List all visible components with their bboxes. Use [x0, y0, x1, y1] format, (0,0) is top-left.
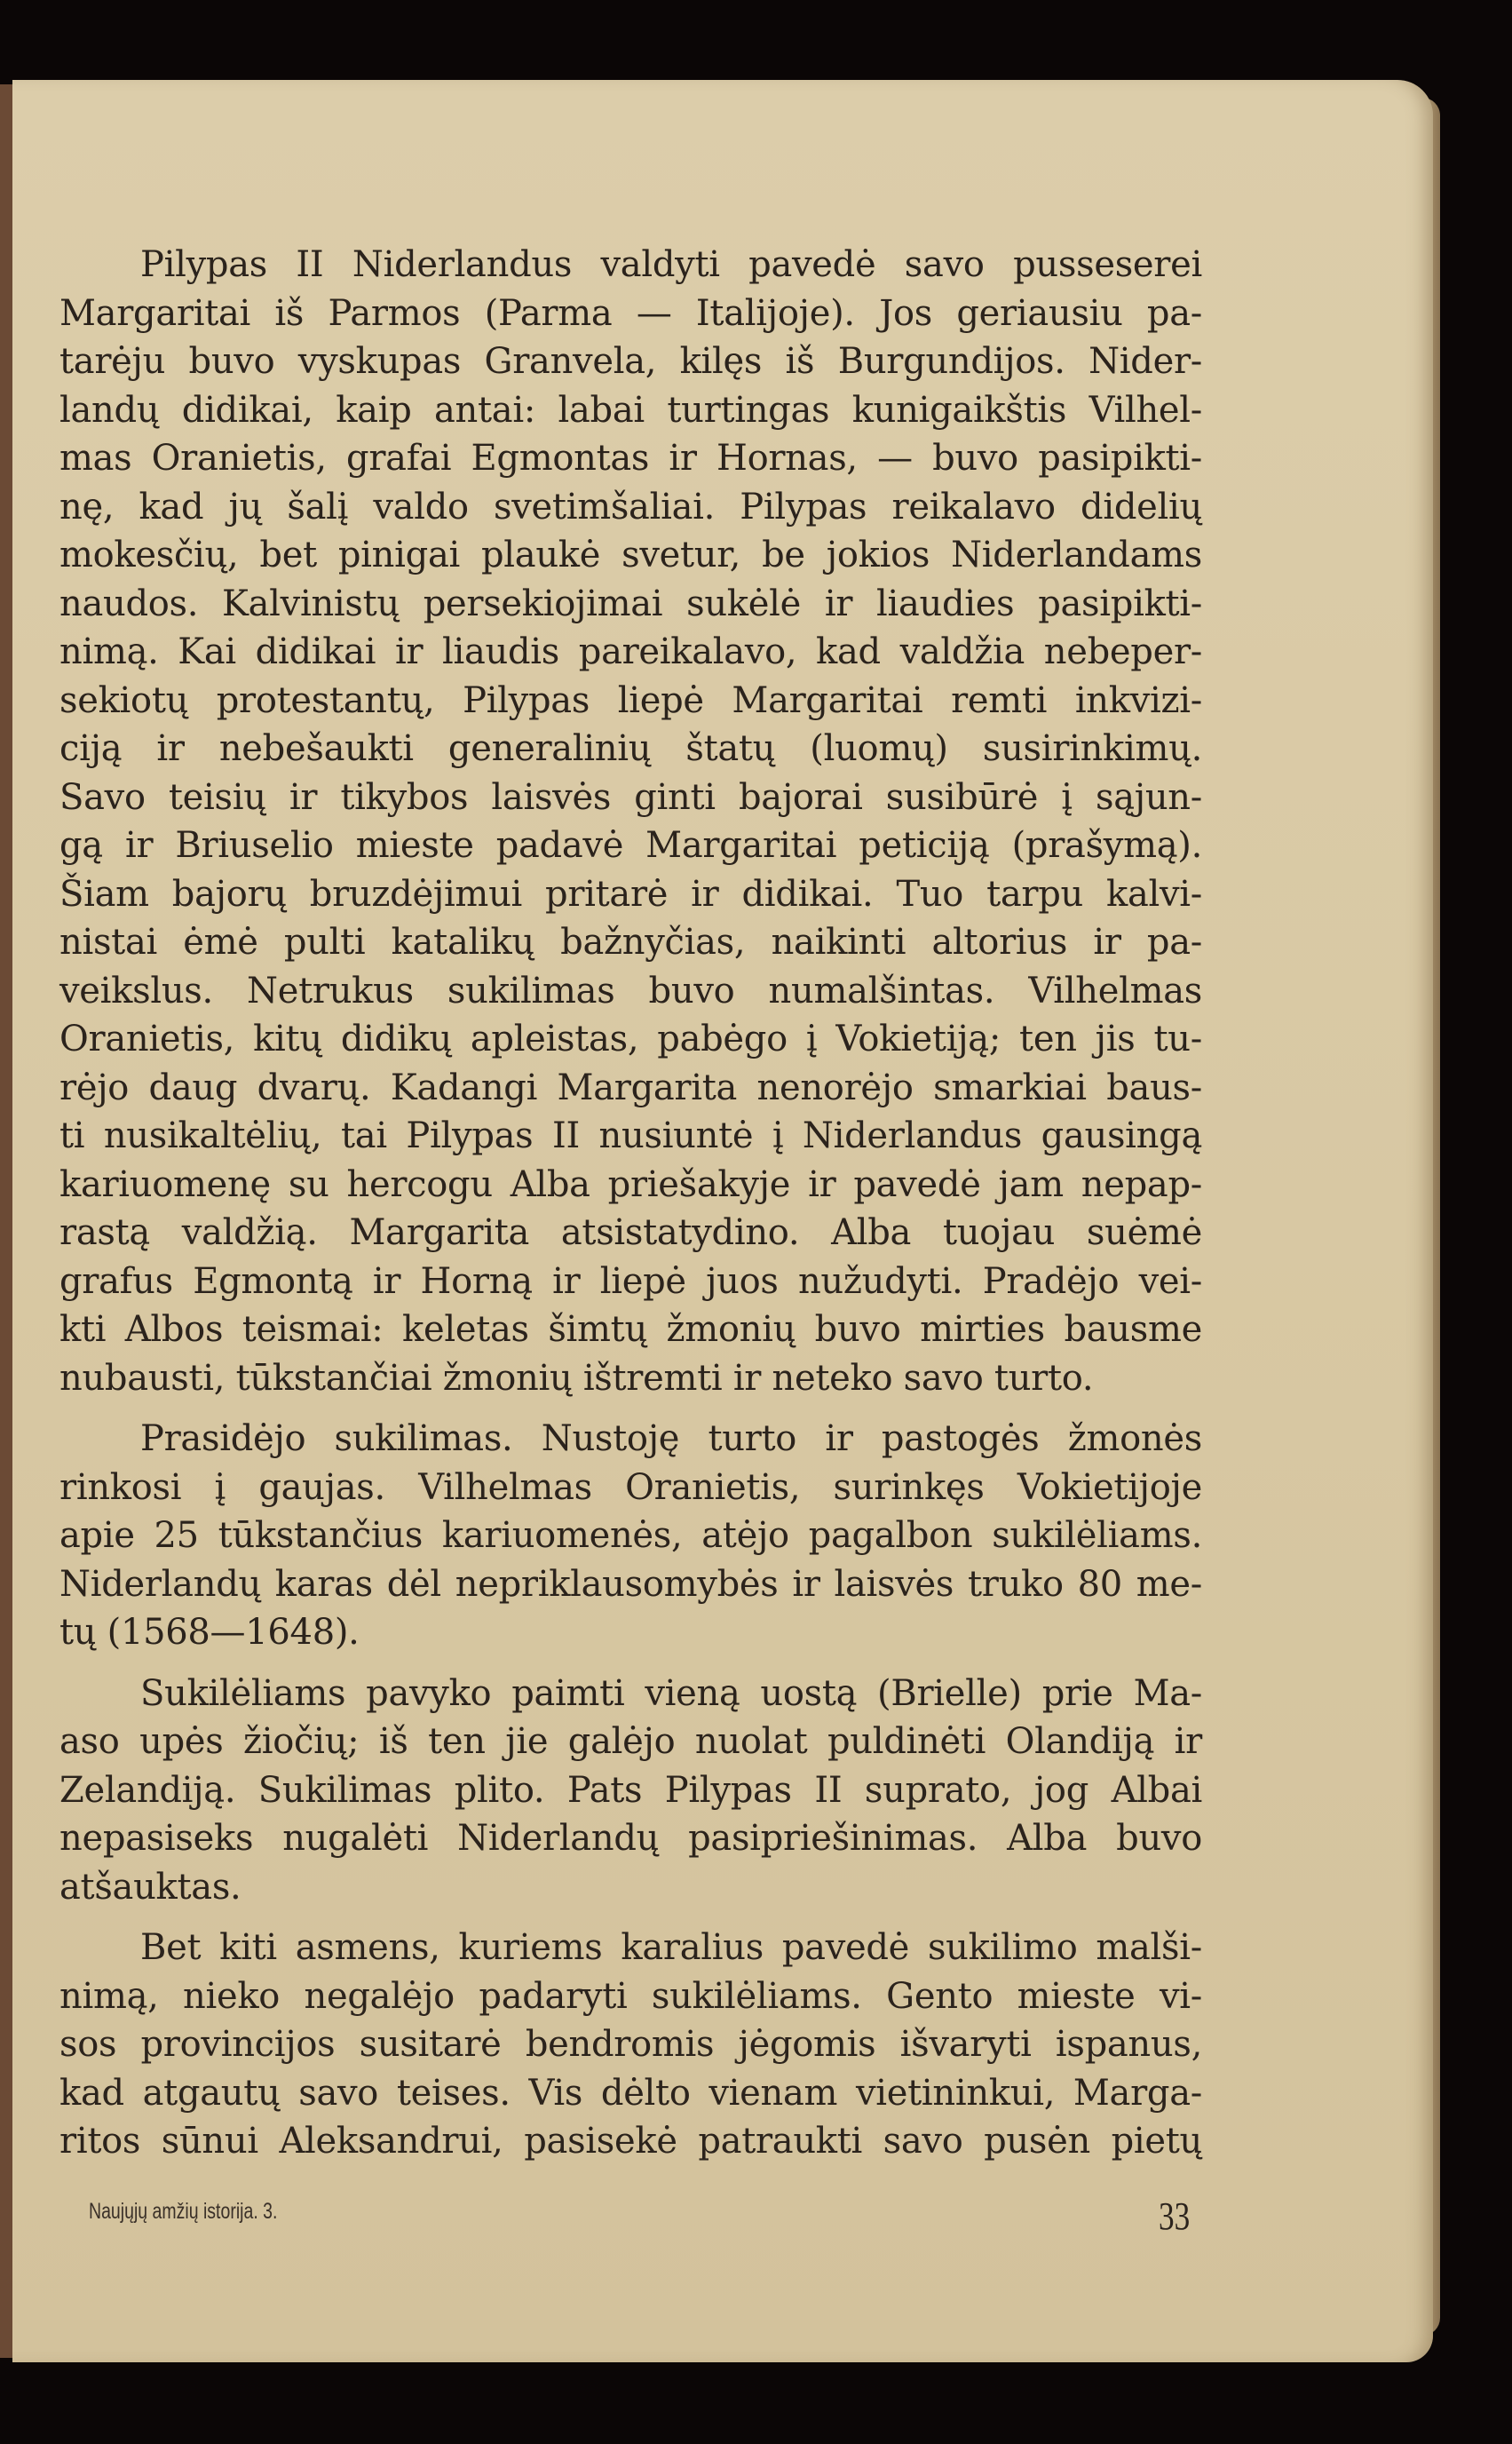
text-line: kti Albos teismai: keletas šimtų žmonių buvo mirties bausme [59, 1309, 1202, 1350]
text-line: sekiotų protestantų, Pilypas liepė Margaritai remti inkvizi- [59, 679, 1202, 721]
text-line: tų (1568—1648). [59, 1612, 360, 1653]
text-line: nimą. Kai didikai ir liaudis pareikalavo, kad valdžia nebeper- [59, 631, 1202, 672]
text-line: kad atgautų savo teises. Vis dėlto vienam vietininkui, Marga- [59, 2072, 1202, 2114]
text-line: sos provincijos susitarė bendromis jėgomis išvaryti ispanus, [59, 2024, 1202, 2065]
text-line: aso upės žiočių; iš ten jie galėjo nuolat puldinėti Olandiją ir [59, 1721, 1202, 1762]
text-line: Margaritai iš Parmos (Parma — Italijoje). Jos geriausiu pa- [59, 292, 1202, 334]
text-line: ciją ir nebešaukti generalinių štatų (luomų) susirinkimų. [59, 728, 1202, 769]
text-line: Prasidėjo sukilimas. Nustoję turto ir pastogės žmonės [140, 1418, 1202, 1459]
text-line: kariuomenę su hercogu Alba priešakyje ir pavedė jam nepap- [59, 1163, 1202, 1205]
text-line: ti nusikaltėlių, tai Pilypas II nusiuntė į Niderlandus gausingą [59, 1115, 1202, 1156]
paragraph [59, 1415, 1202, 1657]
paragraph [59, 1670, 1202, 1912]
text-line: Zelandiją. Sukilimas plito. Pats Pilypas II suprato, jog Albai [59, 1769, 1202, 1811]
text-line: Savo teisių ir tikybos laisvės ginti bajorai susibūrė į sąjun- [59, 776, 1202, 818]
footer-signature: Naujųjų amžių istorija. 3. [89, 2199, 278, 2224]
text-line: nubausti, tūkstančiai žmonių ištremti ir neteko savo turto. [59, 1357, 1094, 1399]
text-line: mokesčių, bet pinigai plaukė svetur, be jokios Niderlandams [59, 535, 1202, 575]
text-line: nę, kad jų šalį valdo svetimšaliai. Pilypas reikalavo didelių [59, 486, 1202, 528]
text-line: grafus Egmontą ir Horną ir liepė juos nužudyti. Pradėjo vei- [59, 1260, 1202, 1302]
text-line: rėjo daug dvarų. Kadangi Margarita nenorėjo smarkiai baus- [59, 1067, 1202, 1108]
text-line: ritos sūnui Aleksandrui, pasisekė patraukti savo pusėn pietų [59, 2121, 1202, 2162]
text-line: Bet kiti asmens, kuriems karalius pavedė sukilimo malši- [140, 1927, 1202, 1968]
text-line: landų didikai, kaip antai: labai turtingas kunigaikštis Vilhel- [59, 389, 1202, 431]
paragraph [59, 241, 1202, 1402]
text-line: Oranietis, kitų didikų apleistas, pabėgo į Vokietiją; ten jis tu- [59, 1019, 1202, 1059]
text-line: rastą valdžią. Margarita atsistatydino. Alba tuojau suėmė [59, 1212, 1202, 1253]
body-text [59, 241, 1202, 2178]
text-line: atšauktas. [59, 1866, 241, 1908]
text-line: apie 25 tūkstančius kariuomenės, atėjo pagalbon sukilėliams. [59, 1515, 1202, 1556]
text-line: nepasiseks nugalėti Niderlandų pasipriešinimas. Alba buvo [59, 1818, 1202, 1859]
text-line: Pilypas II Niderlandus valdyti pavedė savo pusseserei [140, 244, 1202, 285]
text-line: rinkosi į gaujas. Vilhelmas Oranietis, surinkęs Vokietijoje [59, 1466, 1202, 1508]
text-line: naudos. Kalvinistų persekiojimai sukėlė ir liaudies pasipikti- [59, 583, 1202, 624]
text-line: Sukilėliams pavyko paimti vieną uostą (Brielle) prie Ma- [140, 1672, 1202, 1714]
text-line: nimą, nieko negalėjo padaryti sukilėliams. Gento mieste vi- [59, 1975, 1202, 2017]
text-line: Šiam bajorų bruzdėjimui pritarė ir didikai. Tuo tarpu kalvi- [59, 873, 1202, 915]
text-line: nistai ėmė pulti katalikų bažnyčias, naikinti altorius ir pa- [59, 922, 1202, 963]
text-line: Niderlandų karas dėl nepriklausomybės ir laisvės truko 80 me- [59, 1563, 1202, 1605]
paragraph [59, 1924, 1202, 2166]
text-line: mas Oranietis, grafai Egmontas ir Hornas, — buvo pasipikti- [59, 438, 1202, 479]
page-number: 33 [1159, 2194, 1191, 2238]
text-line: tarėju buvo vyskupas Granvela, kilęs iš Burgundijos. Nider- [59, 341, 1202, 382]
text-line: veikslus. Netrukus sukilimas buvo numalšintas. Vilhelmas [59, 970, 1202, 1012]
text-line: gą ir Briuselio mieste padavė Margaritai peticiją (prašymą). [59, 825, 1202, 866]
